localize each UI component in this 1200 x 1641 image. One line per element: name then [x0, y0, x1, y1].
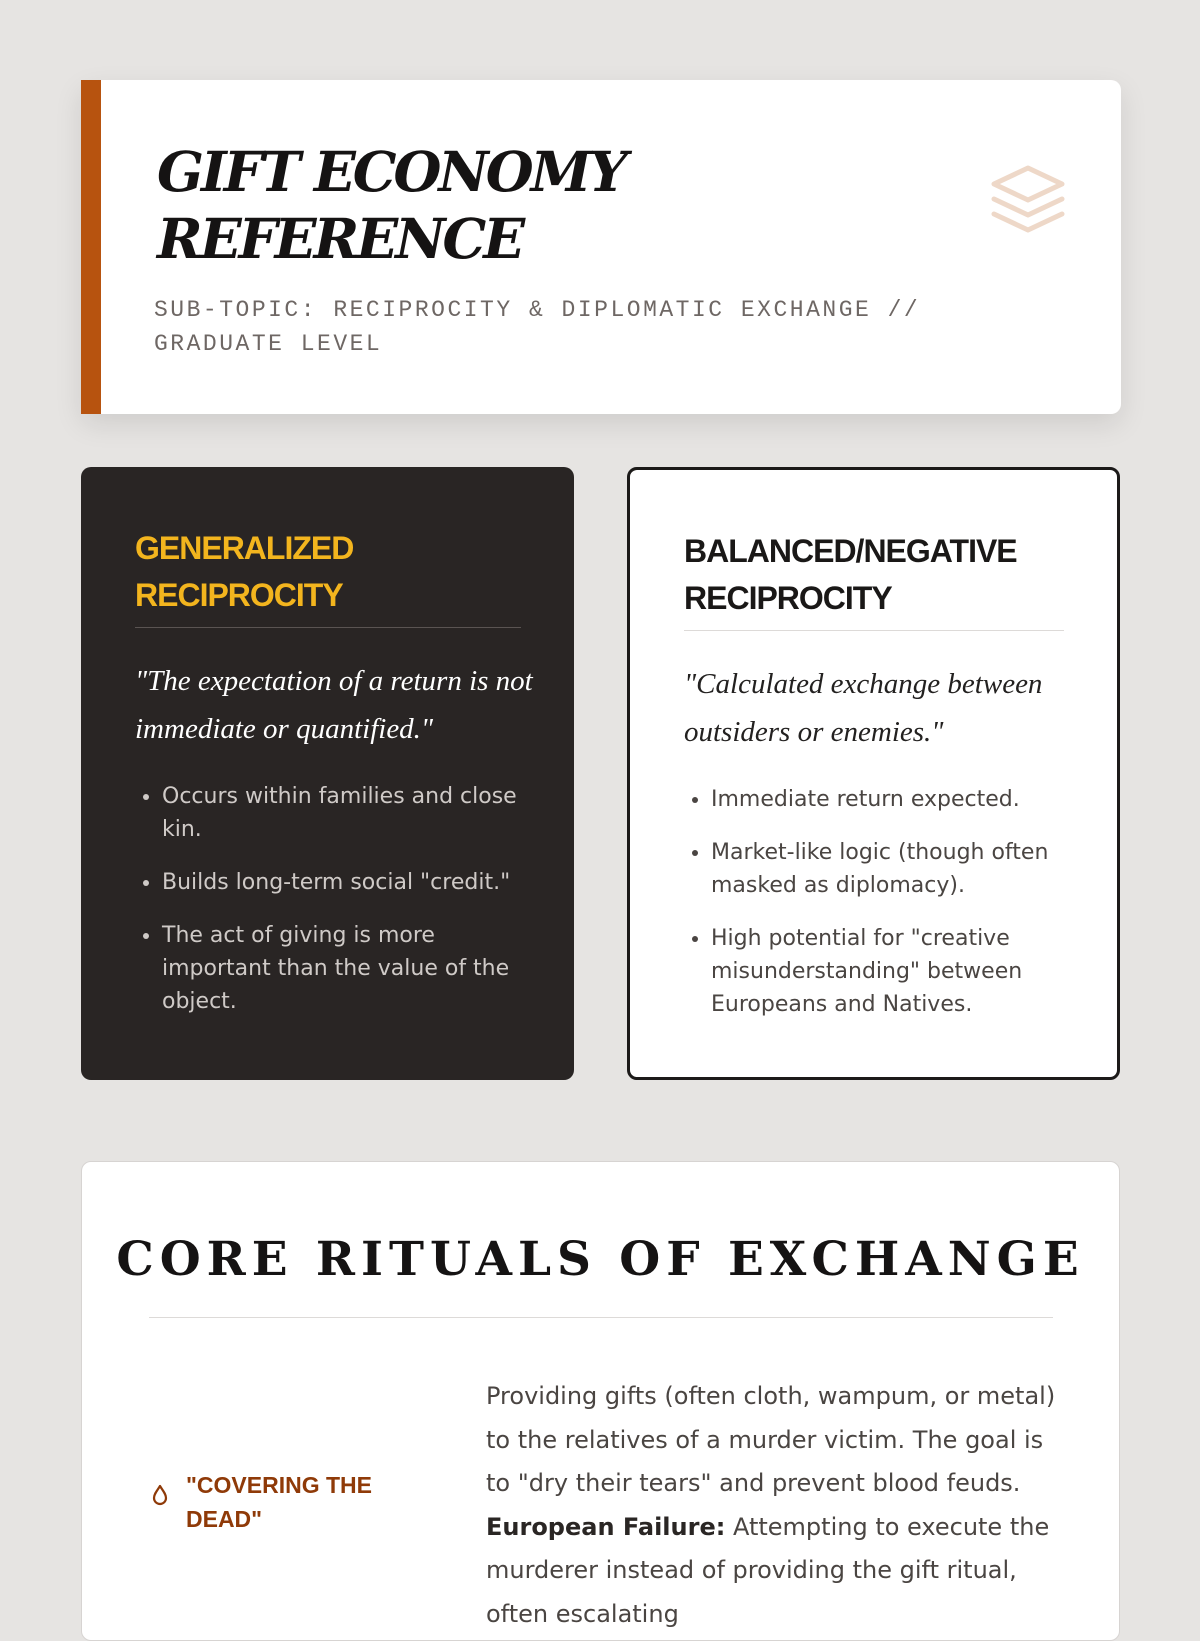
bullet-list: [684, 783, 1064, 1041]
ritual-label: "COVERING THE DEAD": [186, 1472, 372, 1532]
generalized-reciprocity-card: [81, 467, 574, 1080]
divider: [135, 627, 521, 628]
card-title: GENERALIZED RECIPROCITY: [135, 530, 354, 613]
divider: [684, 630, 1064, 631]
layers-icon: [989, 162, 1067, 238]
list-item: • Market-like logic (though often masked as diplomacy).: [711, 836, 1064, 902]
failure-text: Attempting to execute the murderer instead of providing the gift ritual, often escalating: [486, 1512, 1050, 1628]
page-title: GIFT ECONOMY REFERENCE: [157, 139, 625, 271]
failure-label: European Failure:: [486, 1512, 726, 1541]
divider: [149, 1317, 1053, 1318]
core-rituals-section: [81, 1161, 1120, 1641]
page-subtitle: SUB-TOPIC: RECIPROCITY & DIPLOMATIC EXCHANGE // GRADUATE LEVEL: [154, 297, 921, 357]
drop-icon: [151, 1484, 169, 1506]
ritual-description: [486, 1375, 1062, 1636]
balanced-negative-reciprocity-card: [627, 467, 1120, 1080]
list-item: • Occurs within families and close kin.: [162, 780, 530, 846]
header-accent-bar: [81, 80, 101, 414]
list-item: • The act of giving is more important than the value of the object.: [162, 919, 530, 1018]
list-item: • Builds long-term social "credit.": [162, 866, 530, 899]
section-title: CORE RITUALS OF EXCHANGE: [116, 1232, 1085, 1287]
header-card: [81, 80, 1121, 414]
list-item: • Immediate return expected.: [711, 783, 1064, 816]
card-quote: "Calculated exchange between outsiders or enemies.": [684, 668, 1043, 748]
ritual-description-intro: Providing gifts (often cloth, wampum, or metal) to the relatives of a murder victim. The goal is to "dry their tears" and prevent blood feuds.: [486, 1382, 1056, 1497]
card-quote: "The expectation of a return is not immediate or quantified.": [135, 665, 533, 745]
card-title: BALANCED/NEGATIVE RECIPROCITY: [684, 533, 1017, 616]
bullet-list: [135, 780, 530, 1038]
ritual-label-group: [151, 1468, 401, 1536]
list-item: • High potential for "creative misunderstanding" between Europeans and Natives.: [711, 922, 1064, 1021]
